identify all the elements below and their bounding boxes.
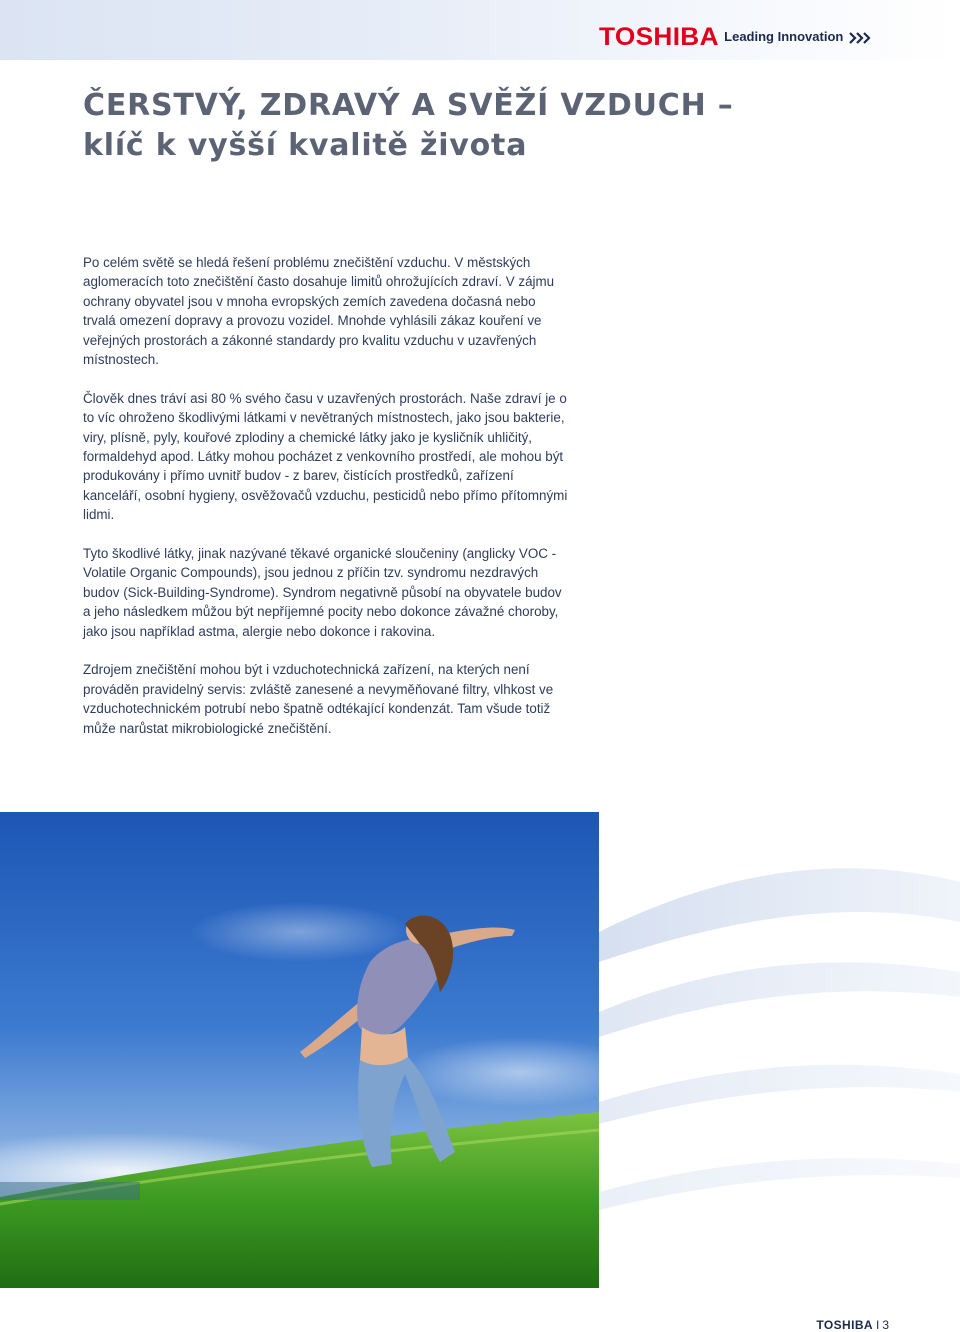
paragraph-2: Člověk dnes tráví asi 80 % svého času v uzavřených prostorách. Naše zdraví je o to víc ohroženo škodlivými látkami v nevětraných místnostech, jako jsou bakterie, viry, plísně, pyly, kouřové zplodiny a chemické látky jako je kysličník uhličitý, formaldehyd apod. Látky mohou pocházet z venkovního prostředí, ale mohou být produkovány i přímo uvnitř budov - z barev, čistících prostředků, zařízení kanceláří, osobní hygieny, osvěžovačů vzduchu, pesticidů nebo přímo přítomnými lidmi.: [83, 390, 568, 523]
decorative-swoosh: [599, 812, 960, 1288]
photo-jumping-woman: [0, 812, 599, 1288]
page-title: [83, 86, 903, 166]
footer-brand: TOSHIBA: [816, 1318, 873, 1332]
paragraph-4: Zdrojem znečištění mohou být i vzduchotechnická zařízení, na kterých není prováděn pravidelný servis: zvláště zanesené a nevyměňované filtry, vlhkost ve vzduchotechnickém potrubí nebo špatně odtékající kondenzát. Tam všude totiž může narůstat mikrobiologické znečištění.: [83, 662, 554, 736]
paragraph-3: Tyto škodlivé látky, jinak nazývané těkavé organické sloučeniny (anglicky VOC - Volatile Organic Compounds), jsou jednou z příčin tzv. syndromu nezdravých budov (Sick-Building-Syndrome). Syndrom negativně působí na obyvatele budov a jeho následkem můžou být nepříjemné pocity nebo dokonce závažné choroby, jako jsou například astma, alergie nebo dokonce i rakovina.: [83, 546, 562, 639]
title-line-2: klíč k vyšší kvalitě života: [83, 128, 528, 163]
footer-separator: I: [875, 1318, 880, 1332]
paragraph-1: Po celém světě se hledá řešení problému znečištění vzduchu. V městských aglomeracích toto znečištění často dosahuje limitů ohrožujících zdraví. V zájmu ochrany obyvatel jsou v mnoha evropských zemích zavedena dočasná nebo trvalá omezení dopravy a provozu vozidel. Mnohde vyhlásili zákaz kouření ve veřejných prostorách a zákonné standardy pro kvalitu vzduchu v uzavřených místnostech.: [83, 255, 555, 368]
article-body: [83, 253, 568, 758]
logo-wordmark: TOSHIBA: [599, 22, 719, 51]
toshiba-logo: [599, 24, 873, 50]
page-footer: [816, 1318, 889, 1332]
page-number: 3: [882, 1318, 889, 1332]
chevrons-right-icon: [849, 32, 873, 44]
tagline: [724, 30, 873, 44]
title-line-1: ČERSTVÝ, ZDRAVÝ A SVĚŽÍ VZDUCH –: [83, 88, 734, 123]
tagline-text: Leading Innovation: [724, 29, 844, 45]
